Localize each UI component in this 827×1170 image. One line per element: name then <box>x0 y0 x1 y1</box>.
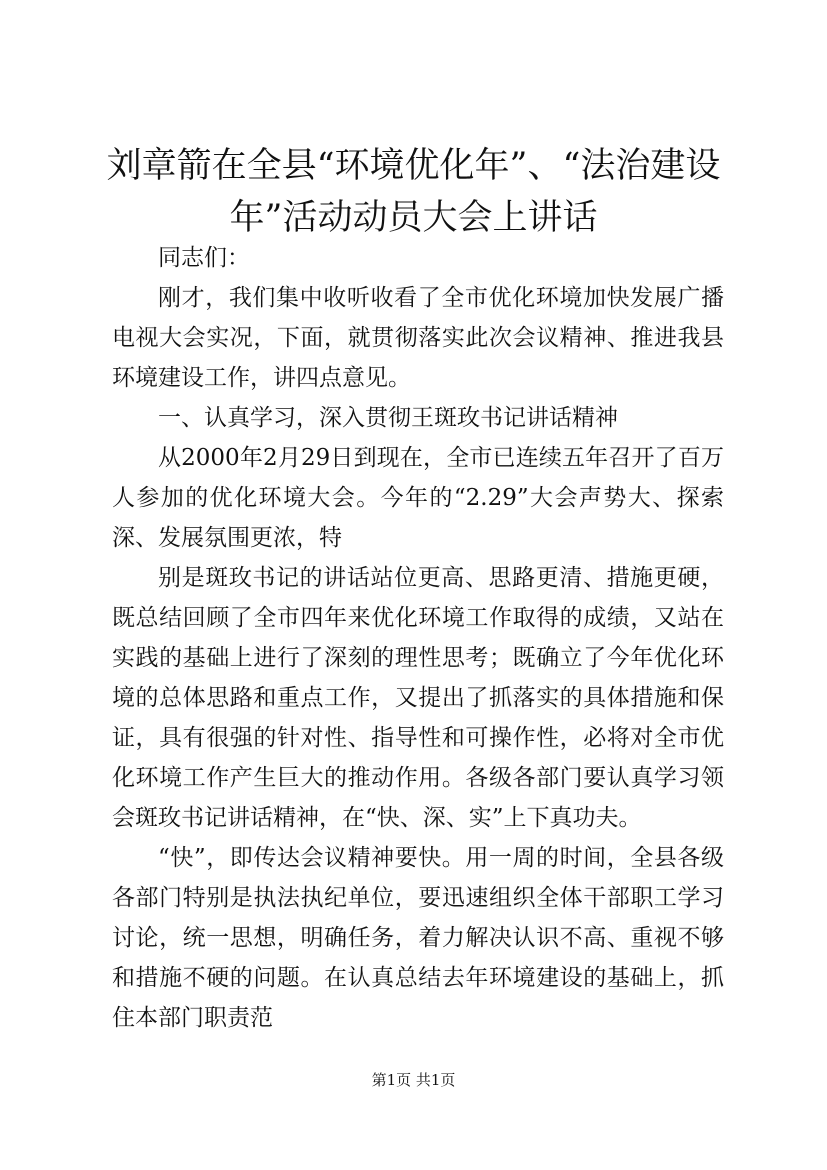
paragraph-speech-summary: 别是斑玫书记的讲话站位更高、思路更清、措施更硬，既总结回顾了全市四年来优化环境工作取得的成绩，又站在实践的基础上进行了深刻的理性思考；既确立了今年优化环境的总体思路和重点工作，又提出了抓落实的具体措施和保证，具有很强的针对性、指导性和可操作性，必将对全市优化环境工作产生巨大的推动作用。各级各部门要认真学习领会斑玫书记讲话精神，在“快、深、实”上下真功夫。 <box>112 565 724 831</box>
section-heading-1: 一、认真学习，深入贯彻王斑玫书记讲话精神 <box>158 405 618 431</box>
title-line-1: 刘章箭在全县“环境优化年”、“法治建设 <box>106 146 721 186</box>
paragraph-greeting: 同志们： <box>158 245 250 271</box>
page-footer: 第1页 共1页 <box>371 1071 456 1089</box>
document-body <box>112 238 724 1038</box>
title-line-2: 年”活动动员大会上讲话 <box>229 198 598 238</box>
paragraph-background: 从2000年2月29日到现在，全市已连续五年召开了百万人参加的优化环境大会。今年的“2.29”大会声势大、探索深、发展氛围更浓，特 <box>112 445 724 551</box>
paragraph-intro: 刚才，我们集中收听收看了全市优化环境加快发展广播电视大会实况，下面，就贯彻落实此次会议精神、推进我县环境建设工作，讲四点意见。 <box>112 285 724 391</box>
document-title <box>90 140 737 244</box>
paragraph-fast: “快”，即传达会议精神要快。用一周的时间，全县各级各部门特别是执法执纪单位，要迅速组织全体干部职工学习讨论，统一思想，明确任务，着力解决认识不高、重视不够和措施不硬的问题。在认真总结去年环境建设的基础上，抓住本部门职责范 <box>112 845 724 1031</box>
